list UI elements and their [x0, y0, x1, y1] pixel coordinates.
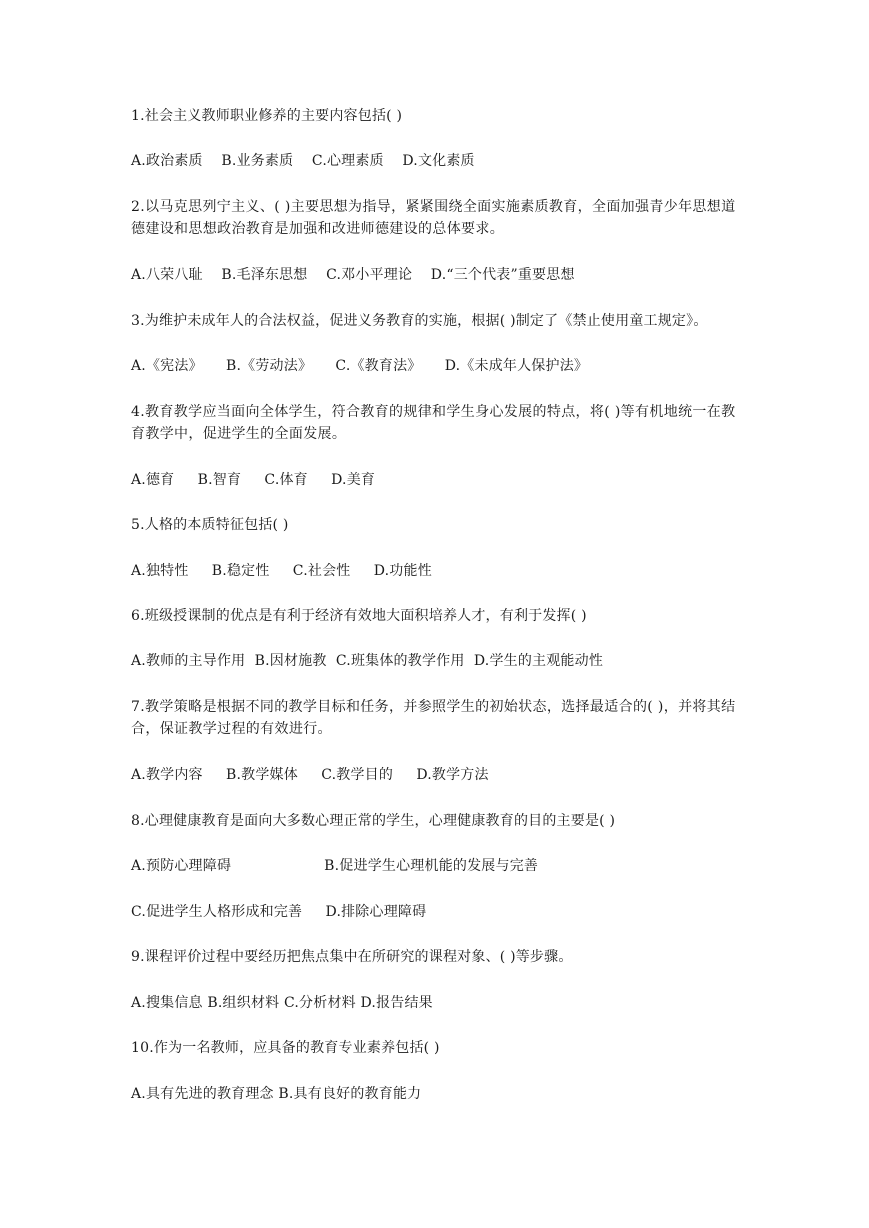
- question-2-options: A.八荣八耻 B.毛泽东思想 C.邓小平理论 D.“三个代表”重要思想: [131, 267, 575, 283]
- question-7-options: A.教学内容 B.教学媒体 C.教学目的 D.教学方法: [131, 767, 489, 783]
- question-5-options: A.独特性 B.稳定性 C.社会性 D.功能性: [131, 563, 432, 579]
- question-2-stem: 2.以马克思列宁主义、( )主要思想为指导，紧紧围绕全面实施素质教育，全面加强青少年思想道德建设和思想政治教育是加强和改进师德建设的总体要求。: [131, 199, 736, 237]
- question-3-options: A.《宪法》 B.《劳动法》 C.《教育法》 D.《未成年人保护法》: [131, 358, 589, 374]
- question-6-options: A.教师的主导作用 B.因材施教 C.班集体的教学作用 D.学生的主观能动性: [131, 653, 604, 669]
- question-10-options: A.具有先进的教育理念 B.具有良好的教育能力: [131, 1086, 422, 1102]
- question-4-stem: 4.教育教学应当面向全体学生，符合教育的规律和学生身心发展的特点，将( )等有机地统一在教育教学中，促进学生的全面发展。: [131, 404, 736, 442]
- question-4-options: A.德育 B.智育 C.体育 D.美育: [131, 472, 376, 488]
- question-9-stem: 9.课程评价过程中要经历把焦点集中在所研究的课程对象、( )等步骤。: [131, 949, 573, 965]
- question-8-stem: 8.心理健康教育是面向大多数心理正常的学生，心理健康教育的目的主要是( ): [131, 813, 616, 829]
- question-9-options: A.搜集信息 B.组织材料 C.分析材料 D.报告结果: [131, 995, 433, 1011]
- question-1-options: A.政治素质 B.业务素质 C.心理素质 D.文化素质: [131, 153, 475, 169]
- question-6-stem: 6.班级授课制的优点是有利于经济有效地大面积培养人才，有利于发挥( ): [131, 608, 587, 624]
- question-8-options-line-1: A.预防心理障碍 B.促进学生心理机能的发展与完善: [131, 858, 539, 874]
- question-10-stem: 10.作为一名教师，应具备的教育专业素养包括( ): [131, 1040, 440, 1056]
- question-1-stem: 1.社会主义教师职业修养的主要内容包括( ): [131, 108, 403, 124]
- question-7-stem: 7.教学策略是根据不同的教学目标和任务，并参照学生的初始状态，选择最适合的( )，并将其结合，保证教学过程的有效进行。: [131, 699, 736, 737]
- question-8-options-line-2: C.促进学生人格形成和完善 D.排除心理障碍: [131, 904, 427, 920]
- question-5-stem: 5.人格的本质特征包括( ): [131, 517, 289, 533]
- question-3-stem: 3.为维护未成年人的合法权益，促进义务教育的实施，根据( )制定了《禁止使用童工规定》。: [131, 313, 708, 329]
